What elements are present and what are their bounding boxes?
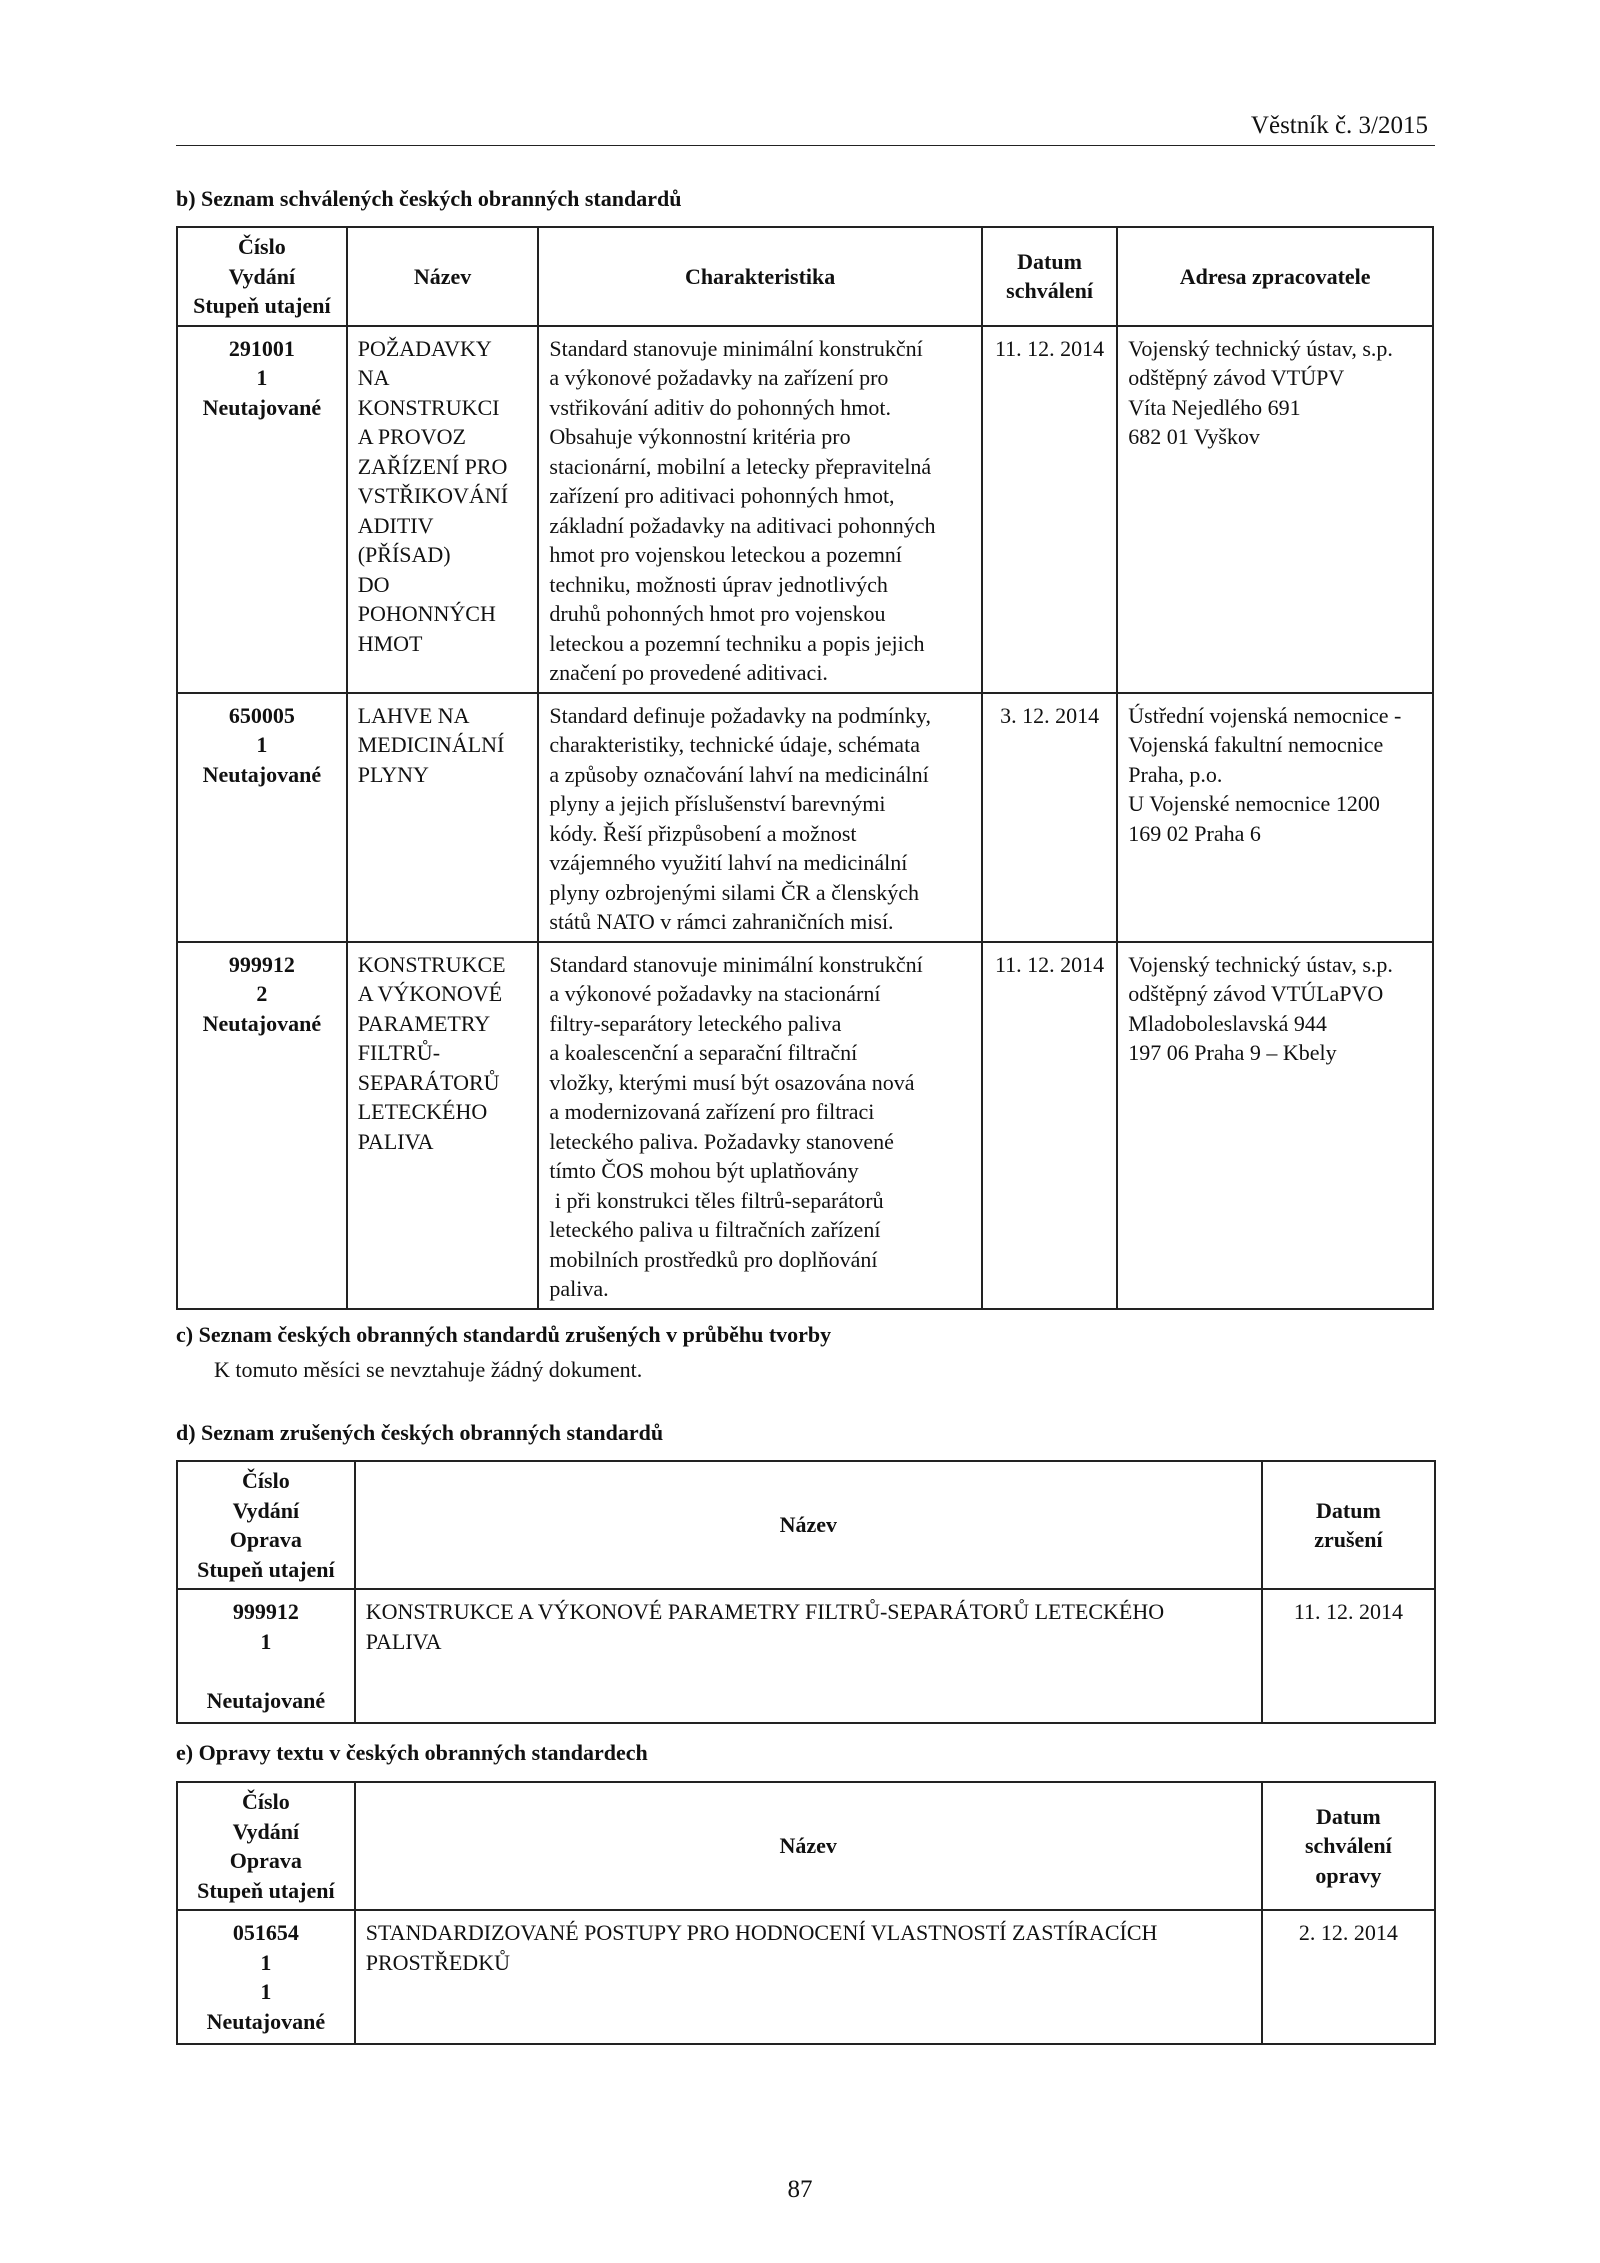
characteristic-line: vložky, kterými musí být osazována nová xyxy=(549,1069,915,1095)
name-line: LETECKÉHO xyxy=(357,1099,488,1124)
characteristic-cell xyxy=(538,942,981,1309)
address-line: 169 02 Praha 6 xyxy=(1128,820,1261,846)
section-d-title: d) Seznam zrušených českých obranných standardů xyxy=(176,1420,664,1445)
address-line: U Vojenské nemocnice 1200 xyxy=(1128,791,1380,816)
characteristic-line: základní požadavky na aditivaci pohonných xyxy=(549,512,936,538)
table-header-row xyxy=(177,227,1433,326)
characteristic-line: Obsahuje výkonnostní kritéria pro xyxy=(549,424,851,449)
address-line: Vojenský technický ústav, s.p. xyxy=(1128,951,1393,977)
header-line: Vydání xyxy=(232,1818,300,1844)
standard-id-cell xyxy=(177,1910,355,2044)
name-line: VSTŘIKOVÁNÍ xyxy=(357,483,509,508)
edition: 1 xyxy=(256,365,268,390)
characteristic-line: Standard definuje požadavky na podmínky, xyxy=(549,702,932,728)
classification: Neutajované xyxy=(206,1687,326,1713)
classification: Neutajované xyxy=(202,394,322,420)
header-name: Název xyxy=(355,1461,1262,1589)
section-e-title: e) Opravy textu v českých obranných standardech xyxy=(176,1740,648,1765)
address-line: Víta Nejedlého 691 xyxy=(1128,394,1301,420)
standard-number: 051654 xyxy=(232,1920,299,1945)
header-id xyxy=(177,1461,355,1589)
correction-blank xyxy=(182,1656,350,1686)
name-line: POŽADAVKY xyxy=(357,335,492,361)
characteristic-line: a modernizovaná zařízení pro filtraci xyxy=(549,1099,875,1124)
address-line: Vojenská fakultní nemocnice xyxy=(1128,732,1384,757)
header-line: opravy xyxy=(1315,1862,1382,1888)
text-corrections-table xyxy=(176,1781,1436,2045)
edition: 2 xyxy=(256,981,268,1006)
standard-number: 291001 xyxy=(228,335,295,361)
characteristic-line: hmot pro vojenskou leteckou a pozemní xyxy=(549,542,902,567)
header-name: Název xyxy=(347,227,539,326)
header-line: Stupeň utajení xyxy=(197,1556,335,1582)
characteristic-line: druhů pohonných hmot pro vojenskou xyxy=(549,601,886,626)
characteristic-line: a koalescenční a separační filtrační xyxy=(549,1040,858,1065)
address-cell xyxy=(1117,693,1433,942)
address-line: odštěpný závod VTÚLaPVO xyxy=(1128,981,1384,1006)
standard-number: 650005 xyxy=(228,702,295,728)
table-row xyxy=(177,693,1433,942)
characteristic-line: států NATO v rámci zahraničních misí. xyxy=(549,909,894,934)
name-line: KONSTRUKCE xyxy=(357,951,506,977)
characteristic-line: a výkonové požadavky na stacionární xyxy=(549,981,881,1006)
name-line: A PROVOZ xyxy=(357,424,466,449)
header-address: Adresa zpracovatele xyxy=(1117,227,1433,326)
name-line: PARAMETRY xyxy=(357,1010,491,1036)
address-cell xyxy=(1117,326,1433,693)
characteristic-line: plyny a jejich příslušenství barevnými xyxy=(549,791,886,816)
cancellation-date: 11. 12. 2014 xyxy=(1262,1589,1435,1723)
approval-date: 11. 12. 2014 xyxy=(982,942,1117,1309)
header-date xyxy=(1262,1461,1435,1589)
header-line: Stupeň utajení xyxy=(197,1877,335,1903)
standard-name-cell xyxy=(355,1910,1262,2044)
table-header-row xyxy=(177,1461,1435,1589)
address-line: Mladoboleslavská 944 xyxy=(1128,1010,1327,1036)
characteristic-line: a způsoby označování lahví na medicinální xyxy=(549,761,929,787)
name-line: POHONNÝCH xyxy=(357,601,496,626)
header-line: Datum xyxy=(1315,1803,1381,1829)
address-line: Ústřední vojenská nemocnice - xyxy=(1128,702,1402,728)
characteristic-line: i při konstrukci těles filtrů-separátorů xyxy=(549,1187,884,1213)
table-row xyxy=(177,1910,1435,2044)
header-line: zrušení xyxy=(1314,1527,1383,1552)
header-date xyxy=(982,227,1117,326)
name-line: MEDICINÁLNÍ xyxy=(357,732,505,757)
header-rule xyxy=(176,145,1435,146)
header-line: Vydání xyxy=(232,1497,300,1523)
table-row xyxy=(177,1589,1435,1723)
name-line: SEPARÁTORŮ xyxy=(357,1069,500,1095)
name-line: HMOT xyxy=(357,630,423,656)
characteristic-line: značení po provedené aditivaci. xyxy=(549,660,828,685)
table-row xyxy=(177,942,1433,1309)
characteristic-line: paliva. xyxy=(549,1276,609,1301)
table-header-row xyxy=(177,1782,1435,1910)
approval-date: 3. 12. 2014 xyxy=(982,693,1117,942)
header-line: Číslo xyxy=(242,1468,290,1493)
classification: Neutajované xyxy=(202,1010,322,1036)
section-c-title: c) Seznam českých obranných standardů zrušených v průběhu tvorby xyxy=(176,1322,832,1347)
cancelled-standards-table xyxy=(176,1460,1436,1724)
standard-name-cell xyxy=(347,326,539,693)
classification: Neutajované xyxy=(202,761,322,787)
address-line: 682 01 Vyškov xyxy=(1128,424,1260,449)
address-cell xyxy=(1117,942,1433,1309)
header-date xyxy=(1262,1782,1435,1910)
header-characteristic: Charakteristika xyxy=(538,227,981,326)
standard-id-cell xyxy=(177,326,347,693)
name-line: ZAŘÍZENÍ PRO xyxy=(357,453,508,479)
name-line: PALIVA xyxy=(365,1628,442,1654)
standard-name-cell xyxy=(347,693,539,942)
name-line: FILTRŮ- xyxy=(357,1040,441,1065)
characteristic-line: vzájemného využití lahví na medicinální xyxy=(549,850,908,875)
name-line: DO xyxy=(357,571,390,597)
name-line: ADITIV xyxy=(357,512,434,538)
name-line: LAHVE NA xyxy=(357,702,470,728)
edition: 1 xyxy=(256,732,268,757)
header-line: schválení xyxy=(1006,278,1093,304)
characteristic-line: techniku, možnosti úprav jednotlivých xyxy=(549,571,888,597)
header-line: Datum xyxy=(1316,1497,1381,1523)
characteristic-line: stacionární, mobilní a letecky přepravitelná xyxy=(549,453,932,479)
header-line: Datum xyxy=(1017,248,1082,274)
name-line: PROSTŘEDKŮ xyxy=(365,1949,510,1975)
characteristic-line: plyny ozbrojenými silami ČR a členských xyxy=(549,879,920,905)
header-line: Stupeň utajení xyxy=(193,293,331,318)
standard-id-cell xyxy=(177,1589,355,1723)
section-b-title: b) Seznam schválených českých obranných standardů xyxy=(176,186,682,211)
classification: Neutajované xyxy=(206,2008,326,2034)
characteristic-line: leteckého paliva u filtračních zařízení xyxy=(549,1217,881,1242)
name-line: PLYNY xyxy=(357,761,429,787)
characteristic-line: filtry-separátory leteckého paliva xyxy=(549,1010,842,1036)
characteristic-line: leteckého paliva. Požadavky stanovené xyxy=(549,1128,894,1154)
characteristic-line: Standard stanovuje minimální konstrukční xyxy=(549,335,923,361)
header-line: Vydání xyxy=(228,263,296,289)
header-line: Oprava xyxy=(229,1848,302,1873)
standard-id-cell xyxy=(177,693,347,942)
table-row xyxy=(177,326,1433,693)
correction-number: 1 xyxy=(260,1979,272,2004)
characteristic-cell xyxy=(538,326,981,693)
header-line: Číslo xyxy=(242,1789,290,1814)
name-line: NA xyxy=(357,365,390,390)
standard-name-cell xyxy=(347,942,539,1309)
header-title: Věstník č. 3/2015 xyxy=(1250,112,1428,139)
name-line: KONSTRUKCI xyxy=(357,394,500,420)
name-line: (PŘÍSAD) xyxy=(357,542,451,567)
address-line: Vojenský technický ústav, s.p. xyxy=(1128,335,1393,361)
characteristic-line: zařízení pro aditivaci pohonných hmot, xyxy=(549,483,895,508)
standard-number: 999912 xyxy=(228,951,295,977)
section-c-note: K tomuto měsíci se nevztahuje žádný dokument. xyxy=(214,1357,643,1382)
correction-approval-date: 2. 12. 2014 xyxy=(1262,1910,1435,2044)
edition: 1 xyxy=(260,1628,272,1654)
name-line: PALIVA xyxy=(357,1128,434,1154)
name-line: STANDARDIZOVANÉ POSTUPY PRO HODNOCENÍ VLASTNOSTÍ ZASTÍRACÍCH xyxy=(365,1920,1158,1945)
header-line: schválení xyxy=(1304,1833,1392,1859)
name-line: A VÝKONOVÉ xyxy=(357,981,503,1006)
characteristic-line: leteckou a pozemní techniku a popis jejich xyxy=(549,630,925,656)
characteristic-line: a výkonové požadavky na zařízení pro xyxy=(549,365,889,390)
characteristic-line: tímto ČOS mohou být uplatňovány xyxy=(549,1158,859,1183)
characteristic-line: Standard stanovuje minimální konstrukční xyxy=(549,951,923,977)
address-line: Praha, p.o. xyxy=(1128,761,1223,787)
approval-date: 11. 12. 2014 xyxy=(982,326,1117,693)
characteristic-line: kódy. Řeší přizpůsobení a možnost xyxy=(549,820,857,846)
approved-standards-table xyxy=(176,226,1434,1310)
header-name: Název xyxy=(355,1782,1262,1910)
address-line: 197 06 Praha 9 – Kbely xyxy=(1128,1040,1337,1065)
header-line: Oprava xyxy=(229,1527,302,1552)
characteristic-line: mobilních prostředků pro doplňování xyxy=(549,1246,878,1272)
header-id xyxy=(177,1782,355,1910)
characteristic-cell xyxy=(538,693,981,942)
page-number: 87 xyxy=(787,2176,813,2203)
standard-id-cell xyxy=(177,942,347,1309)
standard-number: 999912 xyxy=(232,1599,299,1624)
name-line: KONSTRUKCE A VÝKONOVÉ PARAMETRY FILTRŮ-SEPARÁTORŮ LETECKÉHO xyxy=(365,1599,1165,1624)
edition: 1 xyxy=(260,1949,272,1975)
header-line: Číslo xyxy=(238,234,286,259)
standard-name-cell xyxy=(355,1589,1262,1723)
characteristic-line: vstřikování aditiv do pohonných hmot. xyxy=(549,394,891,420)
header-id xyxy=(177,227,347,326)
address-line: odštěpný závod VTÚPV xyxy=(1128,365,1345,390)
characteristic-line: charakteristiky, technické údaje, schémata xyxy=(549,732,920,757)
